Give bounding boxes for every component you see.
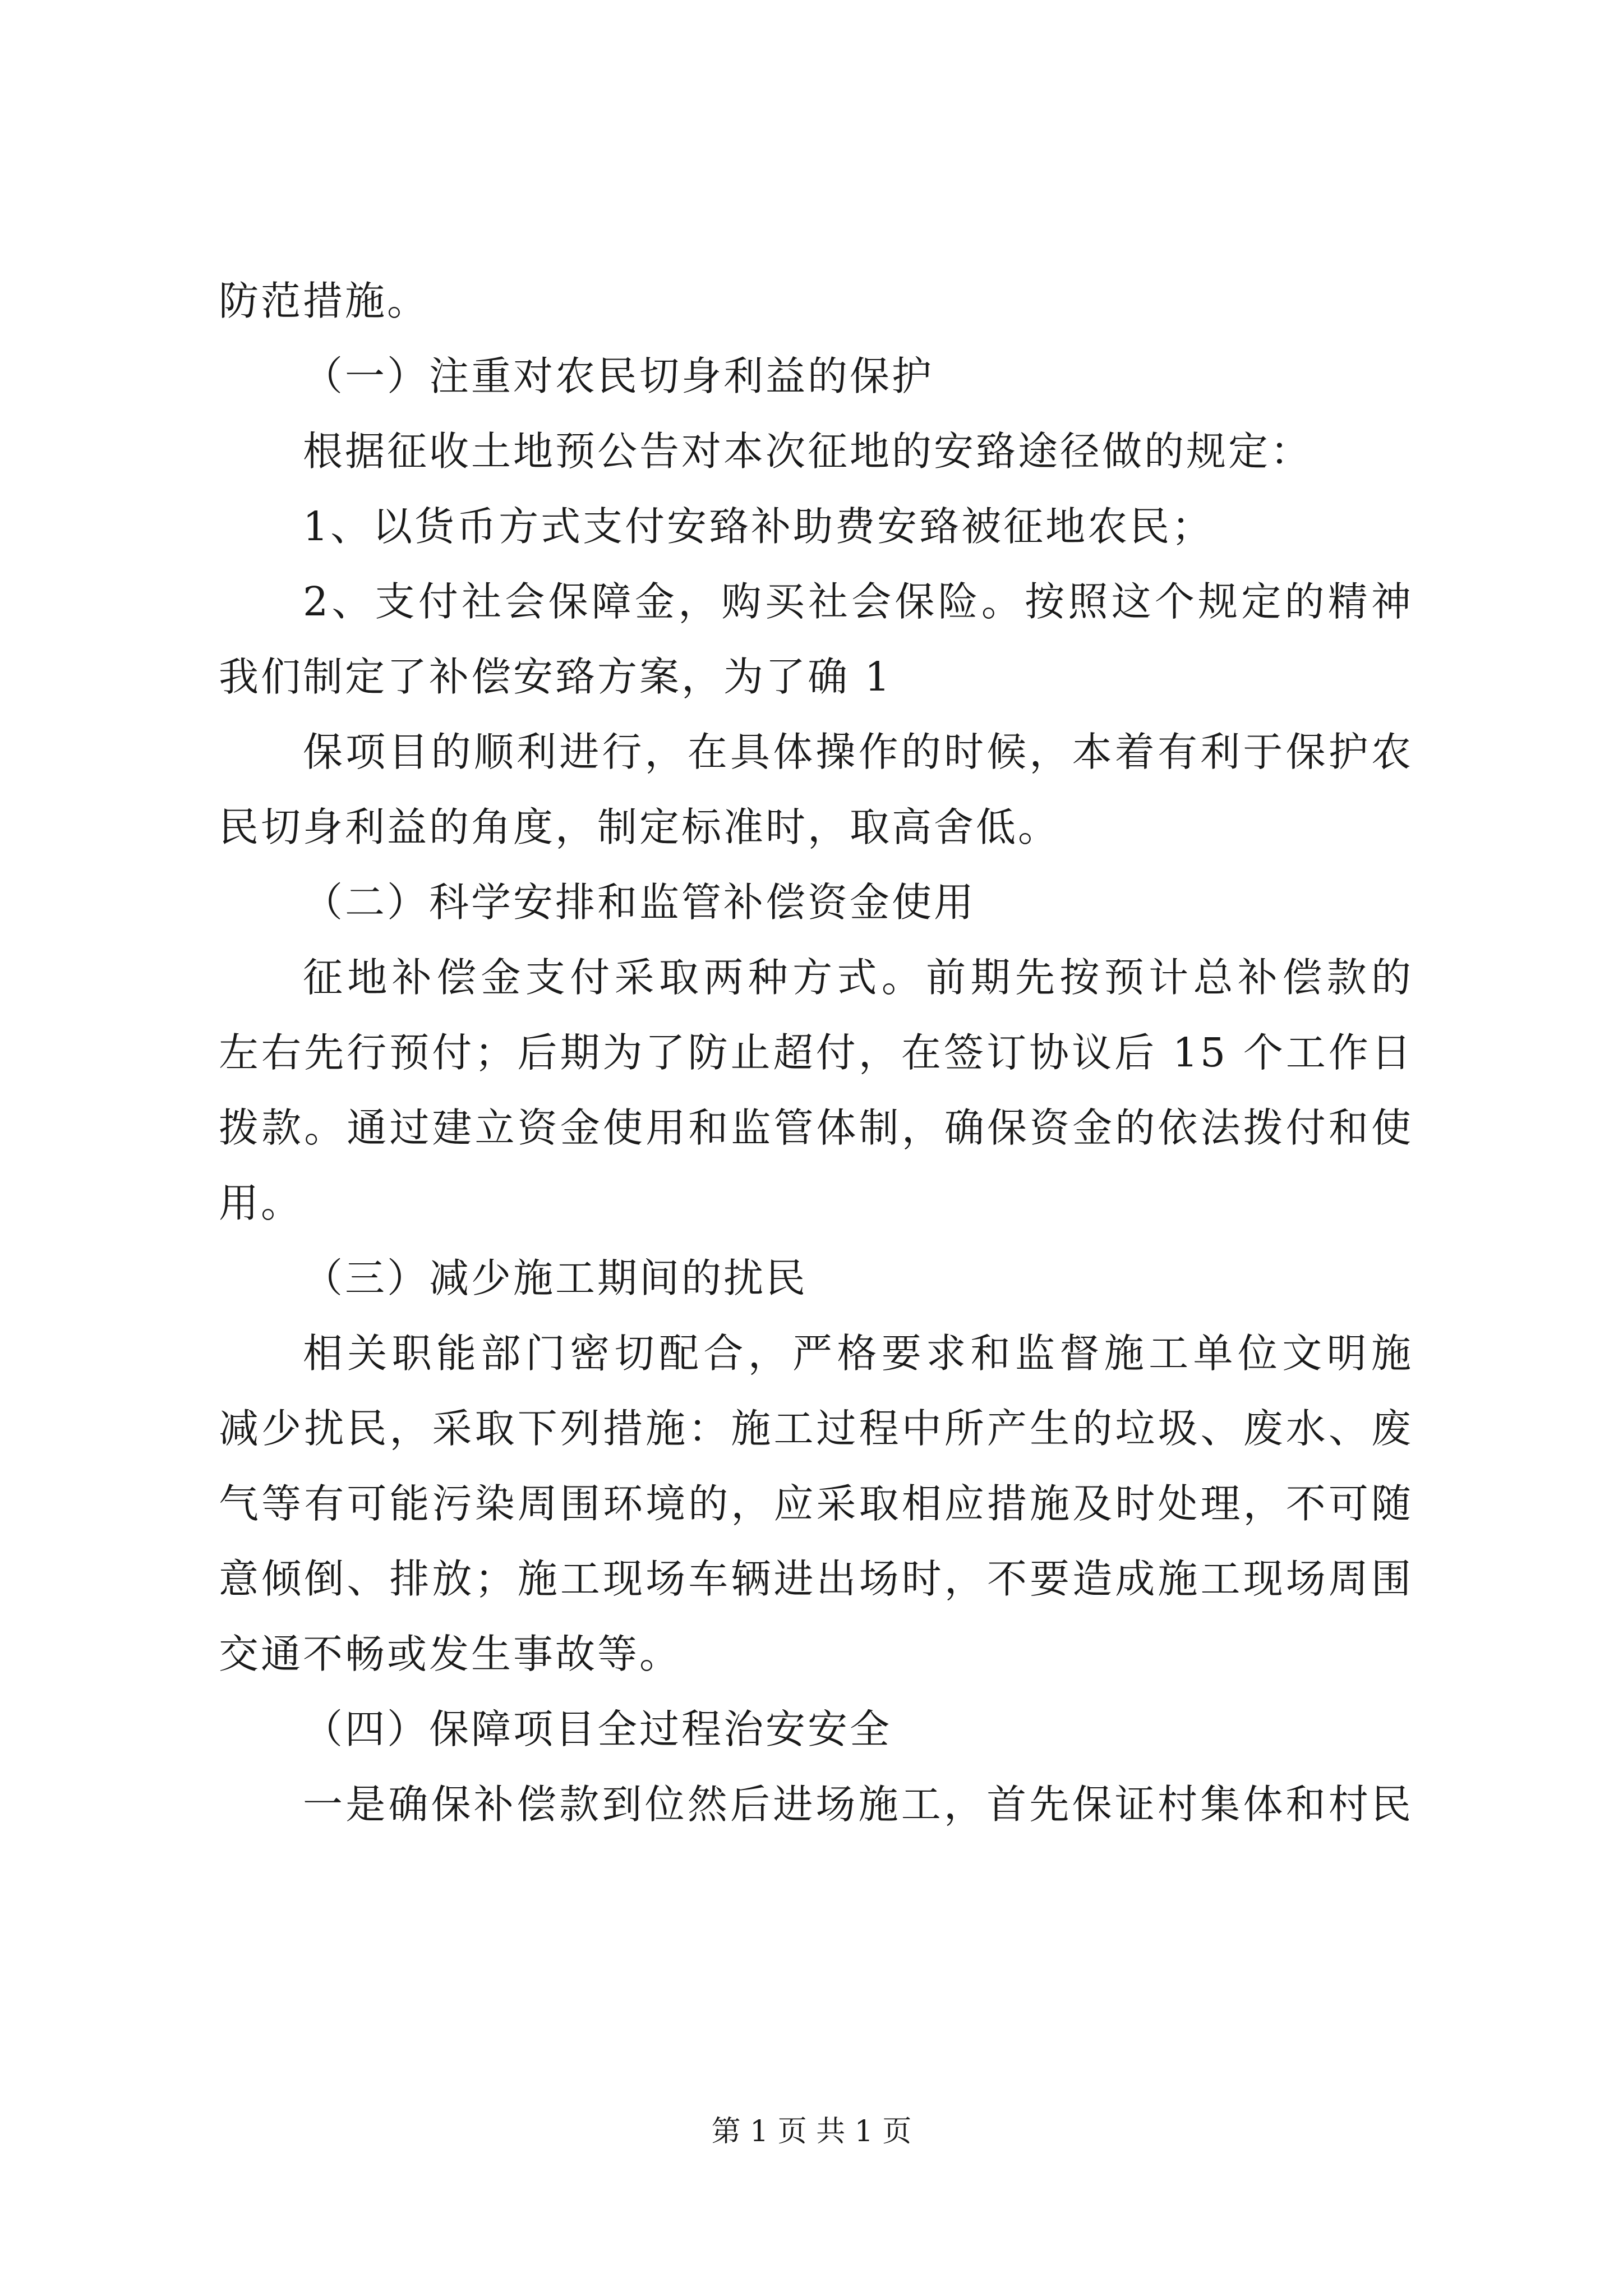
paragraph-line: 气等有可能污染周围环境的，应采取相应措施及时处理，不可随	[219, 1480, 1413, 1527]
paragraph-line: 防范措施。	[219, 278, 430, 324]
list-item-1: 1、以货币方式支付安臵补助费安臵被征地农民；	[303, 503, 1214, 550]
paragraph-line: 征地补偿金支付采取两种方式。前期先按预计总补偿款的	[303, 954, 1413, 1001]
paragraph-line: 一是确保补偿款到位然后进场施工，首先保证村集体和村民	[303, 1781, 1413, 1828]
paragraph-line: 我们制定了补偿安臵方案，为了确 1	[219, 654, 892, 700]
paragraph-line: 保项目的顺利进行，在具体操作的时候，本着有利于保护农	[303, 729, 1413, 775]
paragraph-line: 拨款。通过建立资金使用和监管体制，确保资金的依法拨付和使	[219, 1105, 1413, 1151]
document-body	[219, 264, 1413, 1842]
paragraph-line: 减少扰民，采取下列措施：施工过程中所产生的垃圾、废水、废	[219, 1405, 1413, 1452]
section-heading-3: （三）减少施工期间的扰民	[303, 1255, 808, 1301]
paragraph-line: 左右先行预付；后期为了防止超付，在签订协议后 15 个工作日	[219, 1029, 1413, 1076]
paragraph-line: 相关职能部门密切配合，严格要求和监督施工单位文明施	[303, 1330, 1413, 1377]
section-heading-2: （二）科学安排和监管补偿资金使用	[303, 879, 976, 926]
page-number-footer: 第 1 页 共 1 页	[711, 2115, 912, 2148]
paragraph-line: 交通不畅或发生事故等。	[219, 1631, 682, 1677]
section-heading-4: （四）保障项目全过程治安安全	[303, 1706, 892, 1752]
list-item-2: 2、支付社会保障金，购买社会保险。按照这个规定的精神	[303, 578, 1413, 625]
paragraph-line: 根据征收土地预公告对本次征地的安臵途径做的规定：	[303, 428, 1313, 475]
section-heading-1: （一）注重对农民切身利益的保护	[303, 353, 934, 399]
paragraph-line: 民切身利益的角度，制定标准时，取高舍低。	[219, 804, 1061, 850]
paragraph-line: 用。	[219, 1180, 303, 1226]
paragraph-line: 意倾倒、排放；施工现场车辆进出场时，不要造成施工现场周围	[219, 1556, 1413, 1602]
